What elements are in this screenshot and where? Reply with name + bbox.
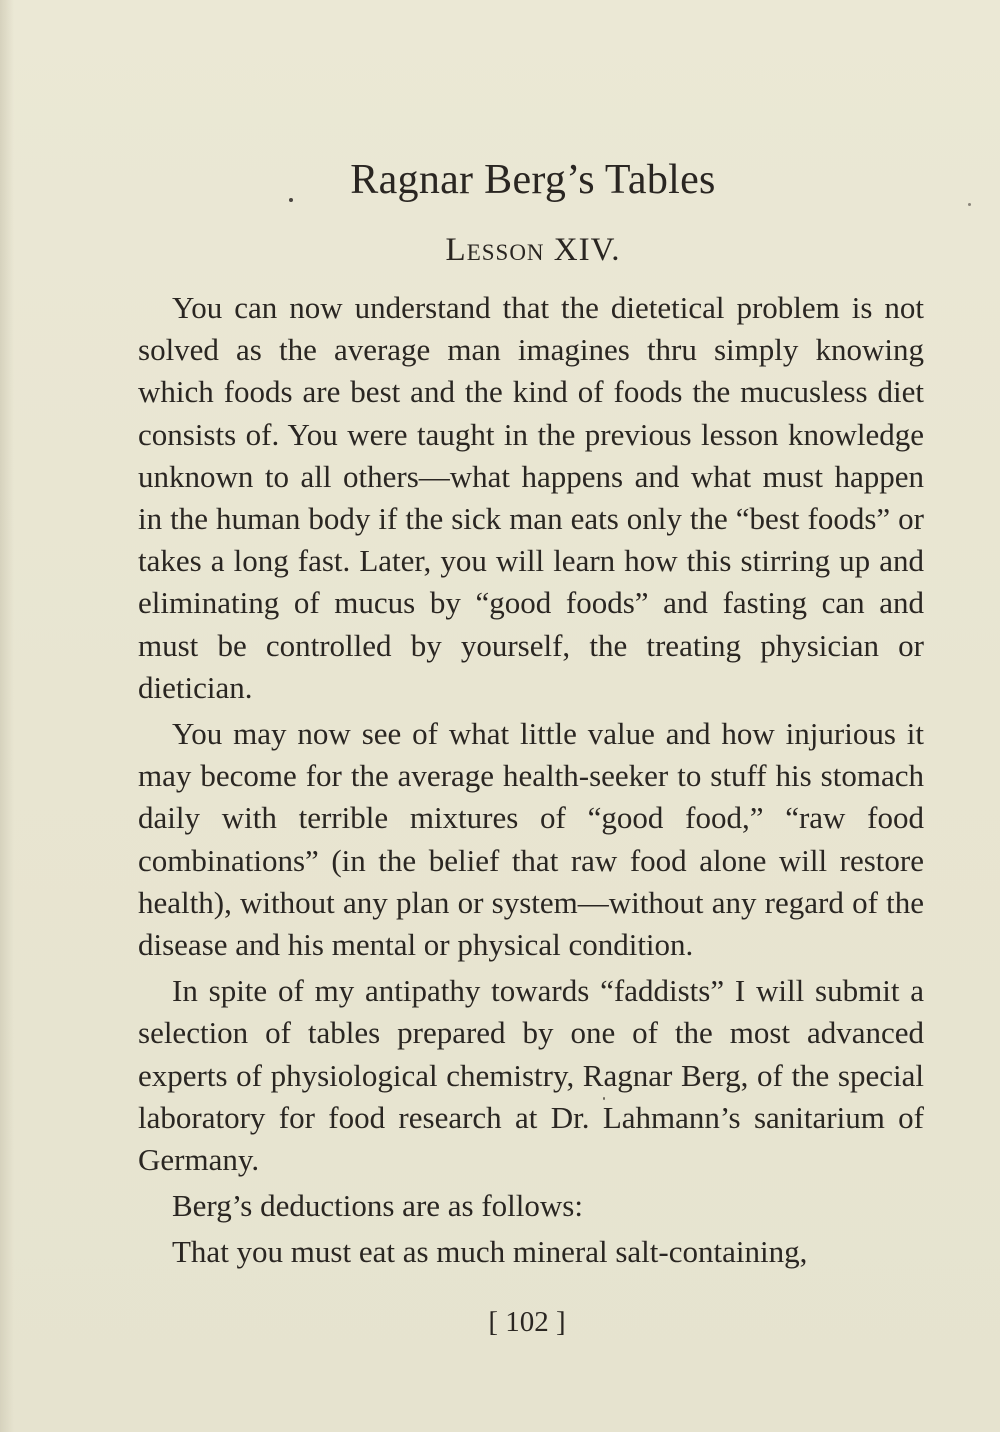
page-gutter-shadow [0,0,14,1432]
chapter-title: Ragnar Berg’s Tables [350,157,716,203]
paragraph: That you must eat as much mineral salt-containing, [172,1234,808,1270]
paragraph: You can now understand that the dietetical problem is not solved as the average man imagines thru simply knowing which foods are best and the kind of foods the mucusless diet consists of. You were taught in the previous lesson knowledge unknown to all others—what happens and what must happen in the human body if the sick man eats only the “best foods” or takes a long fast. Later, you will learn how this stirring up and eliminating of mucus by “good foods” and fasting can and must be controlled by yourself, the treating physician or dietician. [138,290,924,705]
paragraph: In spite of my antipathy towards “faddists” I will submit a selection of tables prepared by one of the most advanced experts of physiological chemistry, Ragnar Berg, of the special laboratory for food research at Dr. Lahmann’s sanitarium of Germany. [138,973,924,1178]
paragraph: You may now see of what little value and how injurious it may become for the average health-seeker to stuff his stomach daily with terrible mixtures of “good food,” “raw food combinations” (in the belief that raw food alone will restore health), without any plan or system—without any regard of the disease and his mental or physical condition. [138,716,924,963]
page-number: [ 102 ] [488,1306,566,1338]
paragraph: Berg’s deductions are as follows: [172,1188,583,1224]
lesson-heading: Lesson XIV. [445,232,621,268]
body-text [138,287,924,1278]
